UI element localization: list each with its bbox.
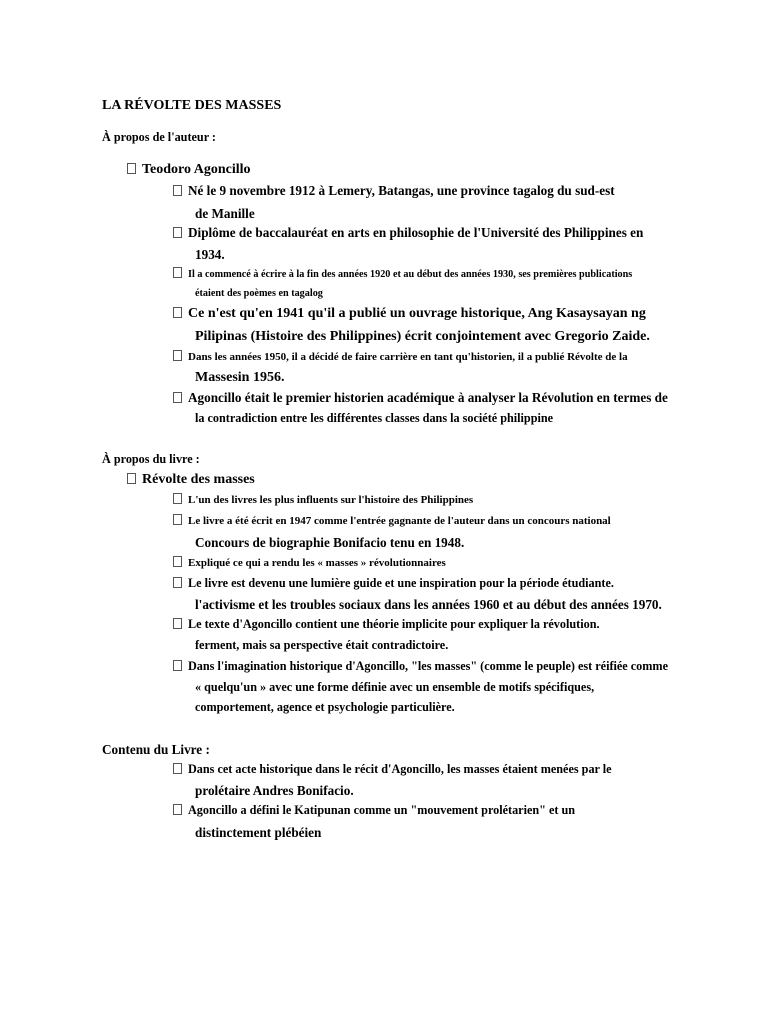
author-bullet-5-text: Dans les années 1950, il a décidé de faire carrière en tant qu'historien, il a publié Révolte de la <box>188 351 628 363</box>
author-bullet-1 <box>173 183 615 198</box>
book-bullet-4-cont: l'activisme et les troubles sociaux dans les années 1960 et au début des années 1970. <box>195 597 662 612</box>
book-bullet-4-text: Le livre est devenu une lumière guide et une inspiration pour la période étudiante. <box>188 576 614 590</box>
book-bullet-3 <box>173 556 446 570</box>
bullet-box-icon <box>173 493 182 504</box>
book-bullet-4 <box>173 576 614 590</box>
book-bullet-3-text: Expliqué ce qui a rendu les « masses » révolutionnaires <box>188 557 446 569</box>
author-bullet-3 <box>173 267 632 281</box>
book-bullet-6 <box>173 659 668 673</box>
author-bullet-2-cont: 1934. <box>195 247 225 262</box>
bullet-box-icon <box>173 556 182 567</box>
author-bullet-2-text: Diplôme de baccalauréat en arts en philosophie de l'Université des Philippines en <box>188 225 644 240</box>
author-bullet-1-text: Né le 9 novembre 1912 à Lemery, Batangas, une province tagalog du sud-est <box>188 183 615 198</box>
content-bullet-2 <box>173 803 575 817</box>
author-bullet-5-cont: Massesin 1956. <box>195 370 285 385</box>
bullet-box-icon <box>173 227 182 238</box>
author-bullet-3-text: Il a commencé à écrire à la fin des années 1920 et au début des années 1930, ses premières publications <box>188 269 633 280</box>
author-bullet-6-cont: la contradiction entre les différentes classes dans la société philippine <box>195 411 554 425</box>
book-bullet-2-cont: Concours de biographie Bonifacio tenu en 1948. <box>195 535 465 550</box>
author-bullet-3-cont: étaient des poèmes en tagalog <box>195 288 323 299</box>
author-bullet-4-text: Ce n'est qu'en 1941 qu'il a publié un ouvrage historique, Ang Kasaysayan ng <box>188 306 646 321</box>
book-name-item <box>127 472 255 488</box>
bullet-box-icon <box>173 392 182 403</box>
bullet-box-icon <box>173 763 182 774</box>
book-bullet-5 <box>173 617 600 631</box>
content-section-heading: Contenu du Livre : <box>102 742 210 757</box>
bullet-box-icon <box>173 804 182 815</box>
book-bullet-6-cont2: comportement, agence et psychologie particulière. <box>195 700 455 714</box>
author-bullet-2 <box>173 225 643 240</box>
content-bullet-1-cont: prolétaire Andres Bonifacio. <box>195 783 354 798</box>
bullet-box-icon <box>173 577 182 588</box>
bullet-box-icon <box>173 618 182 629</box>
bullet-box-icon <box>173 350 182 361</box>
author-bullet-4-cont: Pilipinas (Histoire des Philippines) écrit conjointement avec Gregorio Zaide. <box>195 329 650 344</box>
content-bullet-1-text: Dans cet acte historique dans le récit d'Agoncillo, les masses étaient menées par le <box>188 762 612 776</box>
bullet-box-icon <box>173 660 182 671</box>
bullet-box-icon <box>173 185 182 196</box>
content-bullet-2-text: Agoncillo a défini le Katipunan comme un "mouvement prolétarien" et un <box>188 803 576 817</box>
content-bullet-1 <box>173 762 612 776</box>
content-bullet-2-cont: distinctement plébéien <box>195 825 322 840</box>
author-bullet-5 <box>173 350 628 364</box>
book-bullet-5-text: Le texte d'Agoncillo contient une théorie implicite pour expliquer la révolution. <box>188 617 600 631</box>
author-bullet-6-text: Agoncillo était le premier historien académique à analyser la Révolution en termes de <box>188 390 668 405</box>
book-bullet-5-cont: ferment, mais sa perspective était contradictoire. <box>195 638 449 652</box>
book-bullet-2-text: Le livre a été écrit en 1947 comme l'entrée gagnante de l'auteur dans un concours national <box>188 515 611 527</box>
book-bullet-1 <box>173 493 473 507</box>
bullet-box-icon <box>173 514 182 525</box>
book-bullet-6-cont: « quelqu'un » avec une forme définie avec un ensemble de motifs spécifiques, <box>195 680 595 694</box>
author-bullet-4 <box>173 306 646 322</box>
author-bullet-6 <box>173 390 668 405</box>
book-name-text: Révolte des masses <box>142 472 255 487</box>
book-bullet-1-text: L'un des livres les plus influents sur l'histoire des Philippines <box>188 494 474 506</box>
author-name-text: Teodoro Agoncillo <box>142 162 251 177</box>
book-bullet-6-text: Dans l'imagination historique d'Agoncillo, "les masses" (comme le peuple) est réifiée comme <box>188 659 668 673</box>
document-title: LA RÉVOLTE DES MASSES <box>102 98 282 113</box>
bullet-box-icon <box>173 307 182 318</box>
author-name-item <box>127 162 251 178</box>
book-bullet-2 <box>173 514 611 528</box>
bullet-box-icon <box>173 267 182 278</box>
author-section-heading: À propos de l'auteur : <box>102 130 216 144</box>
bullet-box-icon <box>127 163 136 174</box>
author-bullet-1-cont: de Manille <box>195 206 255 221</box>
bullet-box-icon <box>127 473 136 484</box>
book-section-heading: À propos du livre : <box>102 452 200 466</box>
